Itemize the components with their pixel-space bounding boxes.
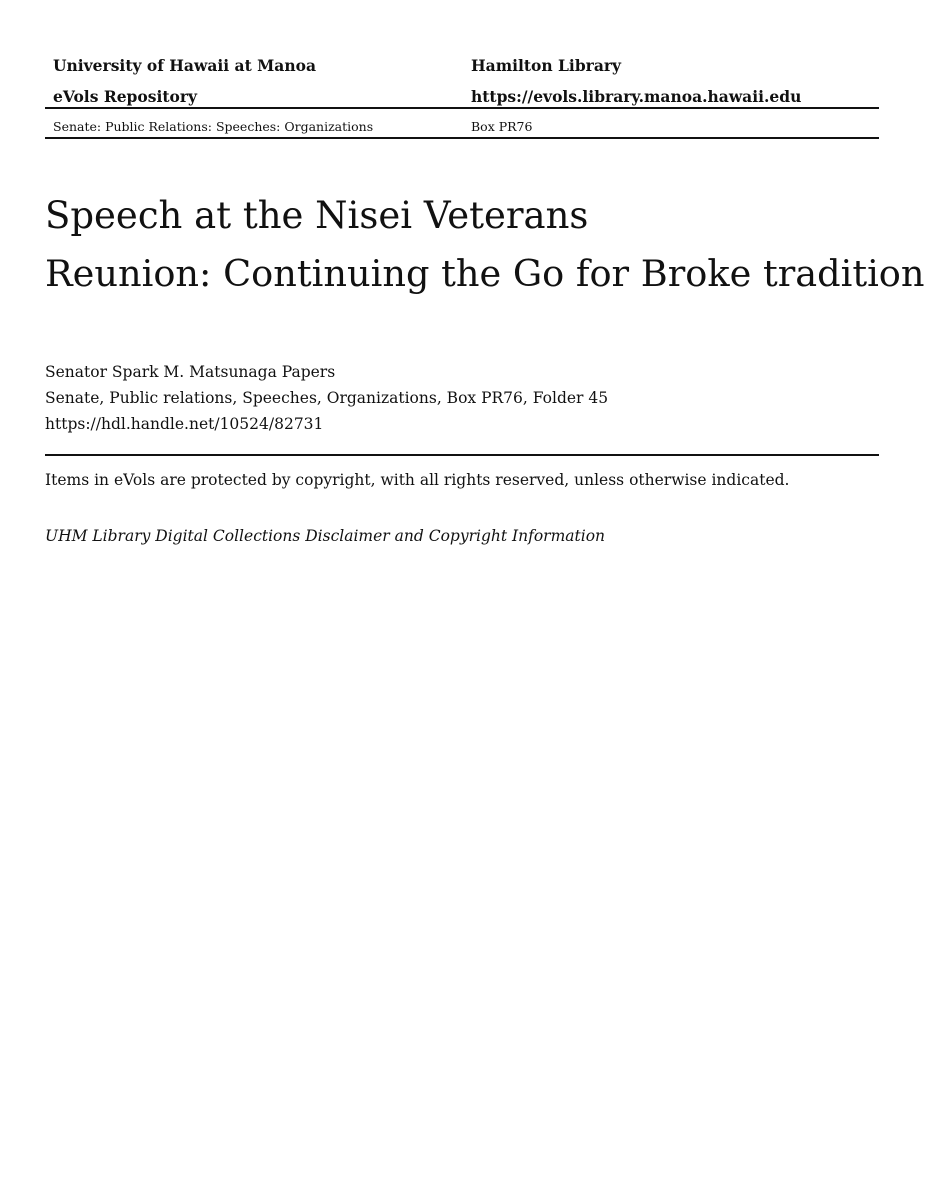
copyright-notice: Items in eVols are protected by copyright, with all rights reserved, unless otherwise indicated. — [45, 471, 790, 489]
folder-location: Senate, Public relations, Speeches, Organizations, Box PR76, Folder 45 — [45, 389, 609, 407]
document-title-line-1: Speech at the Nisei Veterans — [45, 194, 589, 237]
document-title-line-2: Reunion: Continuing the Go for Broke tradition — [45, 252, 925, 295]
library-name: Hamilton Library — [471, 56, 622, 75]
repository-url-link[interactable]: https://evols.library.manoa.hawaii.edu — [471, 87, 802, 106]
header-divider-top — [45, 107, 879, 109]
repository-name: eVols Repository — [53, 87, 198, 106]
handle-link[interactable]: https://hdl.handle.net/10524/82731 — [45, 415, 324, 433]
disclaimer-link[interactable]: UHM Library Digital Collections Disclaimer and Copyright Information — [45, 527, 606, 545]
series-path: Senate: Public Relations: Speeches: Organizations — [53, 119, 374, 134]
institution-name: University of Hawaii at Manoa — [53, 56, 316, 75]
header-divider-bottom — [45, 137, 879, 139]
box-number: Box PR76 — [471, 119, 533, 134]
collection-name: Senator Spark M. Matsunaga Papers — [45, 363, 336, 381]
metadata-divider — [45, 454, 879, 456]
